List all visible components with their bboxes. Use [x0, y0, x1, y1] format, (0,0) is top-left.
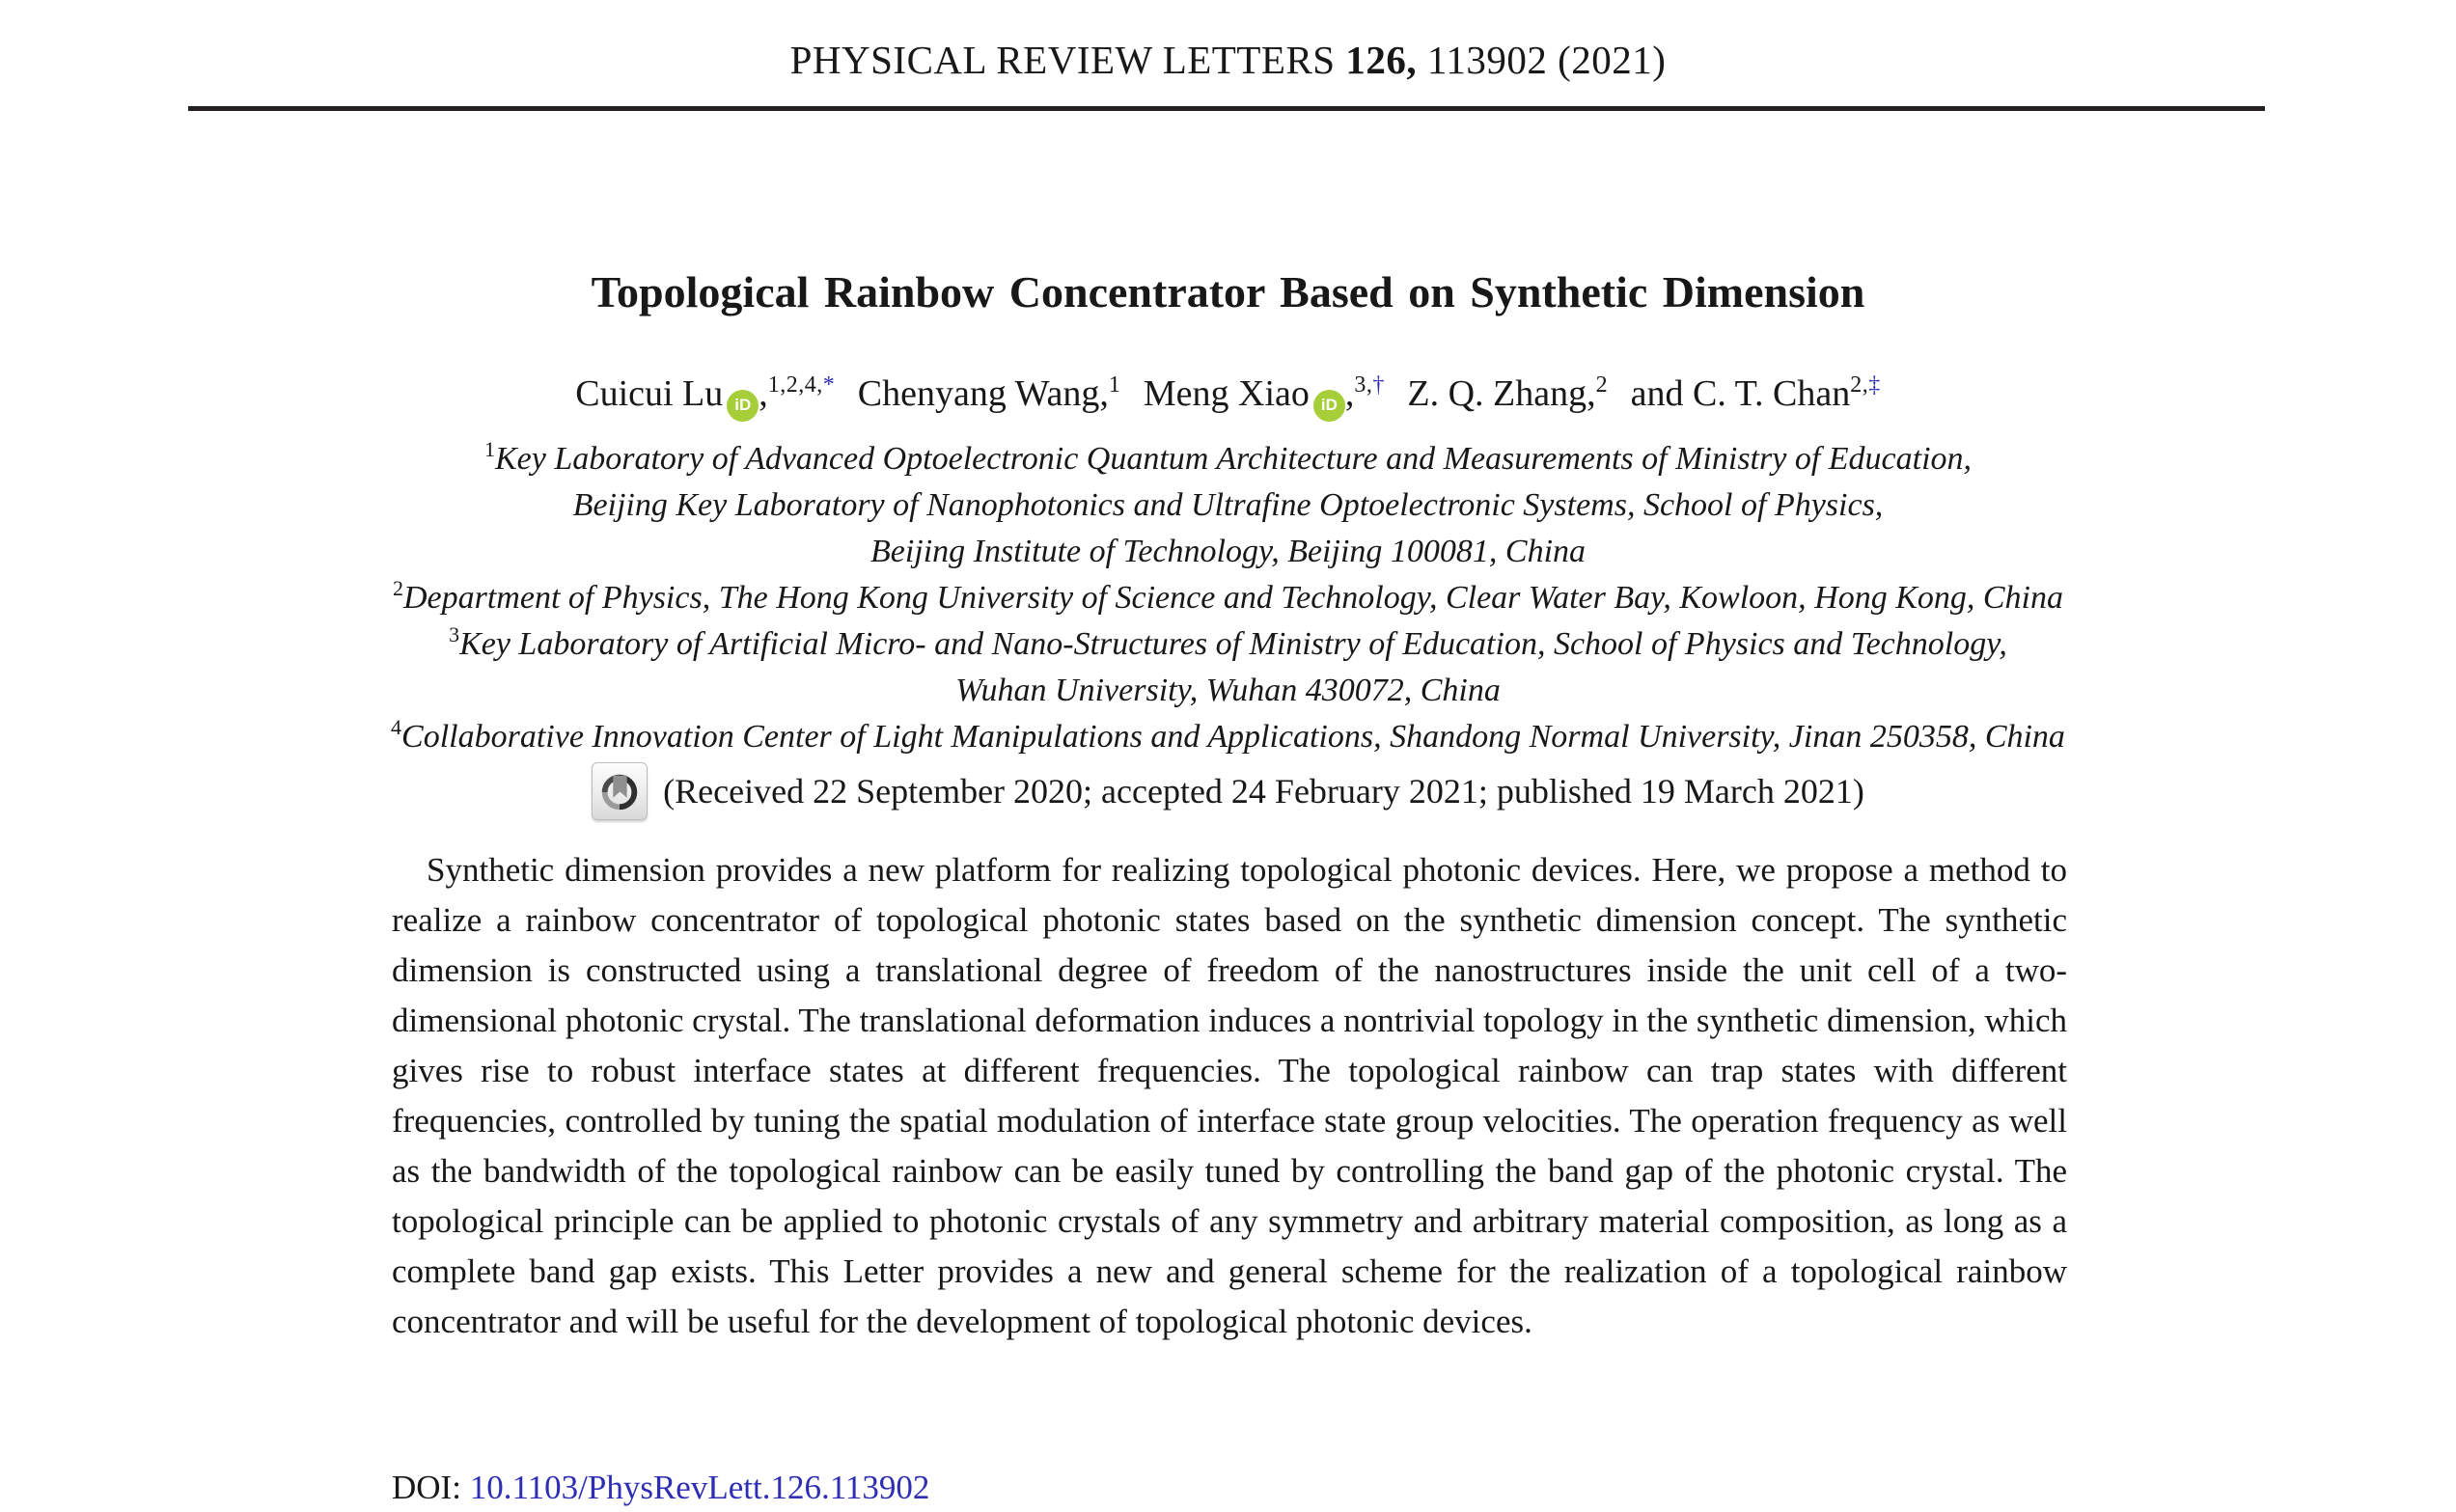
author: [1144, 373, 1385, 414]
author: [858, 373, 1121, 414]
abstract-paragraph: Synthetic dimension provides a new platform for realizing topological photonic devices. Here, we propose a method to realize a rainbow concentrator of topological photonic states based on the synthetic dimension concept. The synthetic dimension is constructed using a translational degree of freedom of the nanostructures inside the unit cell of a two-dimensional photonic crystal. The translational deformation induces a nontrivial topology in the synthetic dimension, which gives rise to robust interface states at different frequencies. The topological rainbow can trap states with different frequencies, controlled by tuning the spatial modulation of interface state group velocities. The operation frequency as well as the bandwidth of the topological rainbow can be easily tuned by controlling the band gap of the photonic crystal. The topological principle can be applied to photonic crystals of any symmetry and arbitrary material composition, as long as a complete band gap exists. This Letter provides a new and general scheme for the realization of a topological rainbow concentrator and will be useful for the development of topological photonic devices.: [392, 851, 2067, 1340]
footnote-symbol-link[interactable]: †: [1372, 372, 1385, 398]
affiliation-number-superscript: 3: [449, 622, 460, 646]
crossmark-update-check-icon[interactable]: [592, 762, 648, 820]
author-comma: ,: [1344, 373, 1355, 414]
author-comma: ,: [1099, 373, 1109, 414]
author-name: Cuicui Lu: [575, 373, 724, 414]
affiliation-text: Beijing Key Laboratory of Nanophotonics and Ultrafine Optoelectronic Systems, School of Physics,: [572, 487, 1884, 523]
doi-line: [392, 1469, 929, 1507]
footnote-symbol-link[interactable]: *: [822, 372, 836, 398]
orcid-id-icon[interactable]: iD: [727, 390, 759, 422]
author-name: Meng Xiao: [1143, 373, 1310, 414]
affiliation-line: [0, 436, 2456, 482]
doi-label: DOI:: [392, 1469, 461, 1506]
affiliation-line: [0, 482, 2456, 529]
affiliation-numbers: 2: [1595, 372, 1609, 398]
author: [1631, 373, 1881, 414]
footnote-symbol-link[interactable]: ‡: [1868, 372, 1881, 398]
affiliation-numbers: 1,2,4,: [767, 372, 823, 398]
affiliation-number-superscript: 4: [391, 715, 402, 739]
author-comma: ,: [1587, 373, 1596, 414]
affiliation-number-superscript: 1: [483, 437, 495, 461]
journal-name: PHYSICAL REVIEW LETTERS: [789, 38, 1336, 82]
affiliation-text: Collaborative Innovation Center of Light Manipulations and Applications, Shandong Normal University, Jinan 250358, China: [401, 719, 2065, 755]
author-affiliation-superscript: [1109, 372, 1121, 398]
author-affiliation-superscript: [1596, 372, 1609, 398]
affiliation-text: Wuhan University, Wuhan 430072, China: [955, 673, 1501, 708]
affiliation-line: [0, 668, 2456, 714]
affiliation-line: [0, 575, 2456, 621]
author-name: Chenyang Wang: [857, 373, 1100, 414]
affiliation-line: [0, 621, 2456, 668]
author: [1407, 373, 1608, 414]
affiliation-numbers: 1: [1108, 372, 1121, 398]
article-title: Topological Rainbow Concentrator Based on Synthetic Dimension: [591, 267, 1865, 316]
journal-article-number: 113902 (2021): [1426, 38, 1667, 82]
author-affiliation-superscript: [768, 372, 836, 398]
orcid-id-icon[interactable]: iD: [1313, 390, 1345, 422]
received-row: [0, 762, 2456, 820]
affiliation-numbers: 2,: [1850, 372, 1869, 398]
author-list: [0, 372, 2456, 422]
affiliation-number-superscript: 2: [392, 576, 403, 600]
crossmark-glyph: [597, 769, 642, 813]
affiliation-numbers: 3,: [1354, 372, 1373, 398]
author-conjunction: and: [1630, 373, 1693, 414]
affiliation-line: [0, 529, 2456, 575]
affiliation-text: Beijing Institute of Technology, Beijing 100081, China: [869, 534, 1587, 569]
author-name: C. T. Chan: [1693, 373, 1851, 414]
affiliation-text: Key Laboratory of Advanced Optoelectronic Quantum Architecture and Measurements of Ministry of Education,: [494, 441, 1973, 477]
author: [575, 373, 835, 414]
author-comma: ,: [759, 373, 768, 414]
affiliation-list: [0, 436, 2456, 760]
author-affiliation-superscript: [1354, 372, 1385, 398]
affiliation-line: [0, 714, 2456, 760]
author-affiliation-superscript: [1850, 372, 1881, 398]
journal-header: [0, 37, 2456, 83]
affiliation-text: Key Laboratory of Artificial Micro- and Nano-Structures of Ministry of Education, School of Physics and Technology,: [459, 626, 2007, 662]
doi-link[interactable]: 10.1103/PhysRevLett.126.113902: [469, 1469, 930, 1506]
journal-volume: 126,: [1345, 38, 1418, 82]
header-divider-rule: [188, 106, 2265, 111]
author-name: Z. Q. Zhang: [1407, 373, 1587, 414]
affiliation-text: Department of Physics, The Hong Kong University of Science and Technology, Clear Water Bay, Kowloon, Hong Kong, China: [402, 580, 2064, 616]
received-dates: (Received 22 September 2020; accepted 24 February 2021; published 19 March 2021): [663, 772, 1864, 811]
